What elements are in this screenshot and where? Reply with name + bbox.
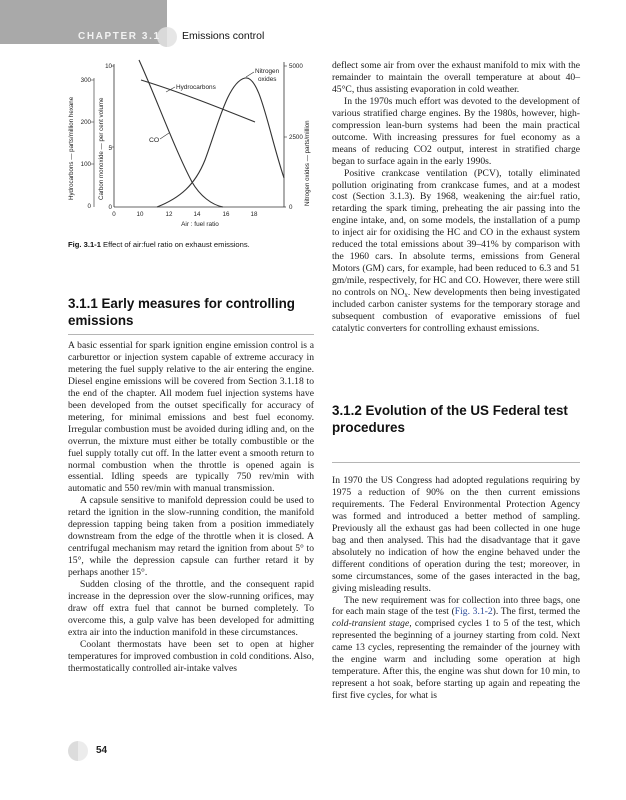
x-axis-ticks bbox=[112, 211, 258, 218]
svg-text:200: 200 bbox=[80, 119, 91, 126]
svg-text:10: 10 bbox=[136, 211, 144, 218]
paragraph: In the 1970s much effort was devoted to the development of various stratified charge engines. By the 1980s, however, high-compression lean-burn systems had been the main practical outcome. With increasing pressures for fuel economy as a means of reducing CO2 output, interest in stratified charge began to surface again in the early 1990s. bbox=[332, 95, 580, 167]
paragraph: The new requirement was for collection into three bags, one for each main stage of the test (Fig. 3.1-2). The first, termed the cold-transient stage, comprised cycles 1 to 5 of the test, which represented the beginning of a journey starting from cold. Next came 13 cycles, representing the remainder of the journey with the engine warm and including some operation at high temperature. After this, the engine was shut down for 10 min, to represent a hot soak, before starting up again and repeating the first five cycles, for what is bbox=[332, 594, 581, 702]
y-axis-label-hydrocarbons: Hydrocarbons — parts/million hexane bbox=[68, 96, 75, 200]
section-heading-3-1-2: 3.1.2 Evolution of the US Federal test procedures bbox=[332, 403, 568, 435]
svg-text:oxides: oxides bbox=[258, 76, 277, 83]
emissions-chart bbox=[55, 55, 315, 235]
hydrocarbons-label: Hydrocarbons bbox=[176, 84, 216, 91]
heading-rule bbox=[332, 462, 580, 463]
paragraph: Coolant thermostats have been set to open at higher temperatures for improved combustion in cold conditions. Also, thermostatically controlled air-intake valves bbox=[68, 638, 314, 674]
svg-text:12: 12 bbox=[165, 211, 173, 218]
heading-rule bbox=[68, 334, 314, 335]
svg-text:5: 5 bbox=[108, 145, 112, 152]
svg-text:16: 16 bbox=[222, 211, 230, 218]
svg-text:14: 14 bbox=[193, 211, 201, 218]
figure-caption bbox=[68, 240, 250, 249]
chapter-label: CHAPTER 3.1 bbox=[78, 31, 161, 42]
section-heading-3-1-1: 3.1.1 Early measures for controlling emissions bbox=[68, 296, 295, 328]
svg-text:0: 0 bbox=[289, 204, 293, 211]
figure-reference-link[interactable]: Fig. 3.1-2 bbox=[454, 606, 493, 618]
figure-caption-text: Effect of air:fuel ratio on exhaust emissions. bbox=[100, 240, 250, 249]
svg-text:300: 300 bbox=[80, 77, 91, 84]
paragraph: A basic essential for spark ignition engine emission control is a carburettor or injection system capable of extreme accuracy in metering the fuel supply relative to the air entering the engine. Diesel engine emissions will be covered from Section 3.1.18 to the end of the chapter. All modem fuel injection systems have been developed from the outset specifically for accuracy of metering, for minimal emissions and best fuel economy. Irregular combustion must be avoided during idling and, on the overrun, the mixture must either be totally combustible or the fuel supply totally cut off. In the latter event a smooth return to normal combustion when the throttle is opened again is essential. Idling speeds are typically 750 rev/min with automatic and 550 rev/min with manual transmission. bbox=[68, 340, 314, 495]
paragraph: In 1970 the US Congress had adopted regulations requiring by 1975 a reduction of 90% on the then current emissions requirements. The Federal Environmental Protection Agency was formed and introduced a better method of sampling. Previously all the exhaust gas had been collected in one huge bag and then analysed. This had the disadvantage that it gave absolutely no indication of how the engine behaved under the different conditions of operation during the test; moreover, in some circumstances, some of the gases interacted in the bag, giving misleading results. bbox=[332, 475, 580, 594]
nox-axis-ticks bbox=[289, 63, 303, 211]
page-number-ornament bbox=[68, 741, 88, 761]
y-axis-label-nox: Nitrogen oxides — parts/million bbox=[304, 120, 311, 206]
y-axis-label-co: Carbon monoxide — per cent volume bbox=[98, 97, 105, 200]
right-column-body-top bbox=[332, 60, 580, 335]
svg-text:2500: 2500 bbox=[289, 134, 303, 141]
nox-curve bbox=[157, 78, 284, 207]
paragraph: Sudden closing of the throttle, and the consequent rapid increase in the depression over the slow-running orifices, may draw off extra fuel that cannot be burned completely. To overcome this, a gulp valve has been developed for admitting extra air into the induction manifold in these circumstances. bbox=[68, 579, 314, 638]
co-curve bbox=[139, 60, 223, 207]
figure-number: Fig. 3.1-1 bbox=[68, 240, 101, 249]
paragraph: deflect some air from over the exhaust manifold to mix with the remainder to maintain the overall temperature at about 40–45°C, thus assisting evaporation in cold weather. bbox=[332, 60, 580, 95]
hc-axis-ticks bbox=[81, 77, 92, 210]
paragraph: Positive crankcase ventilation (PCV), totally eliminated pollution originating from crankcase fumes, and at a modest cost (Section 3.1.3). By 1968, weakening the air:fuel ratio, retarding the spark timing, preheating the air passing into the engine intake, and, on some models, the installation of a pump to inject air for oxidising the HC and CO in the exhaust system reduced the total emissions about 39–41% by comparison with the 1960 cars. In absolute terms, emissions from General Motors (GM) cars, for example, had been reduced to 6.3 and 51 gm/mile, respectively, for HC and CO. However, there were still no controls on $NO_x$. New developments then being investigated included carbon canister systems for the temporary storage and subsequent combustion of evaporative emissions of fuel catalytic converters for controlling exhaust emissions. bbox=[332, 167, 581, 334]
svg-text:0: 0 bbox=[108, 204, 112, 211]
svg-text:18: 18 bbox=[250, 211, 258, 218]
co-axis-ticks bbox=[105, 63, 112, 211]
nitrogen-oxides-label: Nitrogen bbox=[255, 68, 280, 75]
svg-text:0: 0 bbox=[112, 211, 116, 218]
svg-text:5000: 5000 bbox=[289, 63, 303, 70]
co-label: CO bbox=[149, 137, 160, 144]
svg-text:10: 10 bbox=[105, 63, 112, 70]
left-column-body bbox=[68, 340, 314, 675]
chapter-title: Emissions control bbox=[182, 30, 265, 42]
x-axis-label: Air : fuel ratio bbox=[181, 221, 219, 228]
svg-text:100: 100 bbox=[80, 161, 91, 168]
page-number: 54 bbox=[96, 745, 108, 756]
right-column-body-bottom bbox=[332, 475, 580, 702]
svg-text:0: 0 bbox=[87, 203, 91, 210]
paragraph: A capsule sensitive to manifold depression could be used to retard the ignition in the slow-running condition, the manifold depression tapping being taken from a position immediately downstream from the edge of the throttle when it is closed. A centrifugal mechanism may retard the ignition from about 5° to 15°, while the depression capsule can further retard it by perhaps another 15°. bbox=[68, 495, 314, 579]
